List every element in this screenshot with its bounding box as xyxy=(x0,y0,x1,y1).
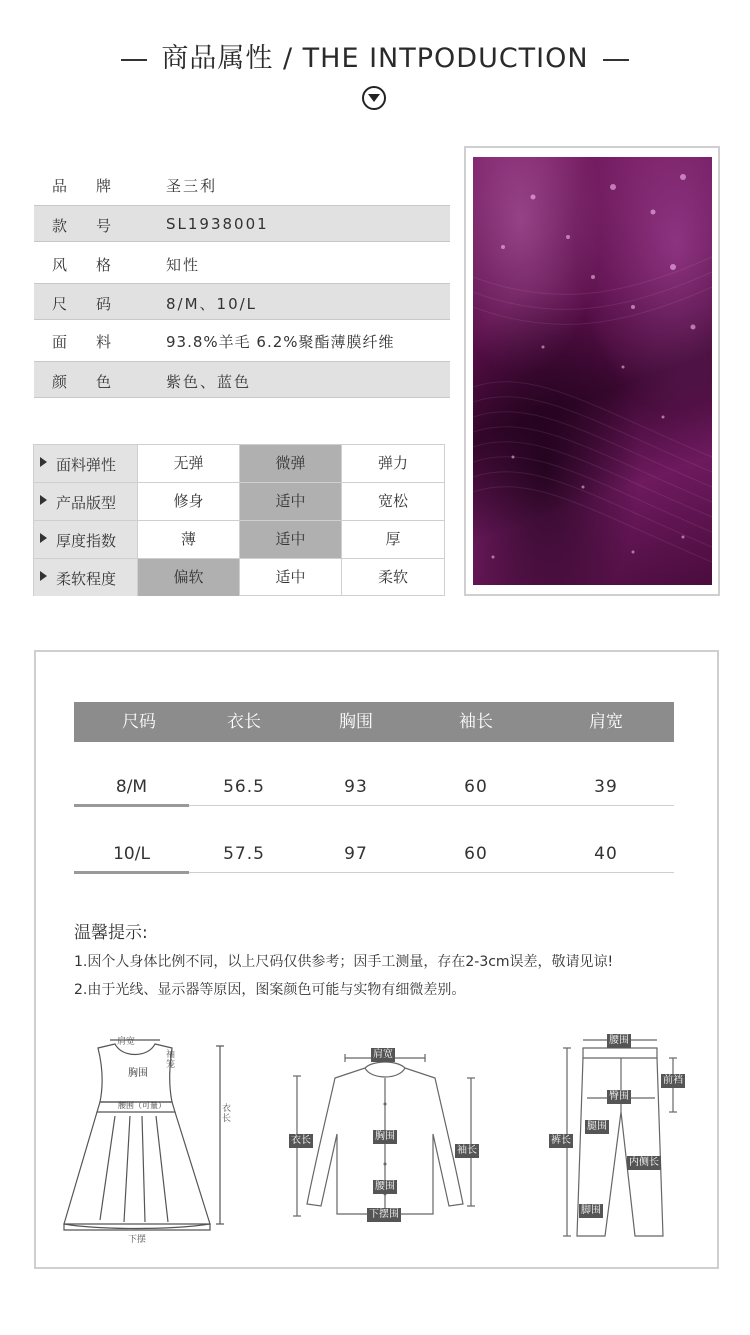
shirt-hem-label: 下摆围 xyxy=(369,1209,399,1220)
attr-key-2: 码 xyxy=(96,295,112,313)
attr-key-1: 品 xyxy=(52,177,68,195)
shirt-waist-label: 腰围 xyxy=(375,1181,395,1192)
attr-row-model xyxy=(34,205,450,242)
chevron-down-icon xyxy=(362,86,386,110)
grid-option-selected: 适中 xyxy=(240,483,342,520)
shirt-sleeve-label: 袖长 xyxy=(457,1145,477,1156)
tips-line-1: 1.因个人身体比例不同，以上尺码仅供参考；因手工测量，存在2-3cm误差，敬请见谅! xyxy=(74,954,614,970)
size-cell: 40 xyxy=(594,844,618,864)
grid-option-selected: 微弹 xyxy=(240,445,342,482)
title-dash-right xyxy=(603,59,629,61)
attr-key-1: 尺 xyxy=(52,295,68,313)
grid-option: 弹力 xyxy=(377,454,408,472)
pants-length-label: 裤长 xyxy=(551,1135,571,1146)
grid-row-header xyxy=(34,483,138,520)
size-cell: 60 xyxy=(464,777,488,797)
attr-key-2: 牌 xyxy=(96,177,112,195)
size-header-cell: 胸围 xyxy=(339,712,373,732)
pants-foot-label: 脚围 xyxy=(581,1205,601,1216)
row-accent-bar xyxy=(74,871,189,874)
size-cell: 57.5 xyxy=(223,844,265,864)
size-row xyxy=(74,844,674,874)
attr-key-1: 风 xyxy=(52,256,68,274)
attr-key-1: 面 xyxy=(52,333,68,351)
triangle-right-icon xyxy=(40,571,47,581)
dress-chest-label: 胸围 xyxy=(128,1068,148,1079)
pants-thigh-label: 腿围 xyxy=(587,1121,607,1132)
attr-key-2: 料 xyxy=(96,333,112,351)
row-accent-bar xyxy=(74,804,189,807)
grid-row-thickness xyxy=(34,521,444,559)
grid-option: 柔软 xyxy=(377,568,408,586)
section-title-text: 商品属性 / THE INTPODUCTION xyxy=(161,43,589,74)
grid-option-selected: 适中 xyxy=(240,521,342,558)
attr-row-fabric xyxy=(34,322,450,359)
size-cell: 39 xyxy=(594,777,618,797)
size-header-cell: 衣长 xyxy=(227,712,261,732)
attr-key-2: 格 xyxy=(96,256,112,274)
fabric-properties-grid xyxy=(33,444,445,596)
attr-value: 圣三利 xyxy=(166,177,218,195)
attr-value: 8/M、10/L xyxy=(166,295,258,313)
size-header-cell: 袖长 xyxy=(459,712,493,732)
dress-hem-label: 下摆 xyxy=(128,1235,147,1245)
grid-option: 宽松 xyxy=(377,492,408,510)
shirt-measurement-diagram xyxy=(285,1044,485,1226)
pants-rise-label: 前裆 xyxy=(663,1075,683,1086)
attr-value: 93.8%羊毛 6.2%聚酯薄膜纤维 xyxy=(166,333,395,351)
grid-option: 无弹 xyxy=(138,445,240,482)
grid-row-softness xyxy=(34,559,444,597)
size-header-cell: 肩宽 xyxy=(589,712,623,732)
grid-row-label: 厚度指数 xyxy=(56,532,117,550)
size-cell: 93 xyxy=(344,777,368,797)
size-row xyxy=(74,777,674,807)
triangle-right-icon xyxy=(40,457,47,467)
section-title xyxy=(0,36,750,75)
dress-length-label: 衣长 xyxy=(222,1104,232,1124)
triangle-right-icon xyxy=(40,533,47,543)
grid-option: 薄 xyxy=(138,521,240,558)
shirt-length-label: 衣长 xyxy=(291,1135,311,1146)
attr-row-brand xyxy=(34,166,450,203)
grid-row-header xyxy=(34,445,138,482)
grid-row-header xyxy=(34,521,138,558)
grid-row-label: 面料弹性 xyxy=(56,456,117,474)
fabric-photo xyxy=(473,157,712,585)
grid-option: 修身 xyxy=(138,483,240,520)
size-header-cell: 尺码 xyxy=(122,712,156,732)
size-table-header xyxy=(74,702,674,742)
triangle-right-icon xyxy=(40,495,47,505)
size-cell: 60 xyxy=(464,844,488,864)
tips-line-2: 2.由于光线、显示器等原因，图案颜色可能与实物有细微差别。 xyxy=(74,982,466,998)
attr-value: 知性 xyxy=(166,256,201,274)
attr-value: SL1938001 xyxy=(166,215,269,233)
size-cell: 97 xyxy=(344,844,368,864)
dress-measurement-diagram xyxy=(60,1034,230,1244)
attr-value: 紫色、蓝色 xyxy=(166,373,252,391)
grid-option: 适中 xyxy=(240,559,342,596)
grid-row-label: 产品版型 xyxy=(56,494,117,512)
size-cell: 56.5 xyxy=(223,777,265,797)
attr-key-2: 号 xyxy=(96,217,112,235)
attr-key-2: 色 xyxy=(96,373,112,391)
tips-title: 温馨提示: xyxy=(74,923,148,943)
attr-row-color xyxy=(34,361,450,398)
size-cell: 8/M xyxy=(115,777,148,797)
attr-row-style xyxy=(34,245,450,282)
grid-option: 厚 xyxy=(385,530,401,548)
attr-row-size xyxy=(34,283,450,320)
dress-waist-label: 腰围（可量） xyxy=(118,1101,166,1110)
pants-measurement-diagram xyxy=(545,1030,695,1242)
dress-sleeve-label: 袖笼 xyxy=(166,1050,176,1070)
attr-key-1: 颜 xyxy=(52,373,68,391)
pants-waist-label: 腰围 xyxy=(609,1035,629,1046)
grid-option-selected: 偏软 xyxy=(138,559,240,596)
pants-hip-label: 臀围 xyxy=(609,1091,629,1102)
attr-key-1: 款 xyxy=(52,217,68,235)
size-cell: 10/L xyxy=(113,844,150,864)
shirt-shoulder-label: 肩宽 xyxy=(373,1049,393,1060)
shirt-chest-label: 胸围 xyxy=(375,1131,395,1142)
grid-row-header xyxy=(34,559,138,596)
grid-row-fit xyxy=(34,483,444,521)
dress-shoulder-label: 肩宽 xyxy=(117,1037,136,1047)
title-dash-left xyxy=(121,59,147,61)
grid-row-elasticity xyxy=(34,445,444,483)
pants-inseam-label: 内侧长 xyxy=(629,1157,659,1168)
grid-row-label: 柔软程度 xyxy=(56,570,117,588)
